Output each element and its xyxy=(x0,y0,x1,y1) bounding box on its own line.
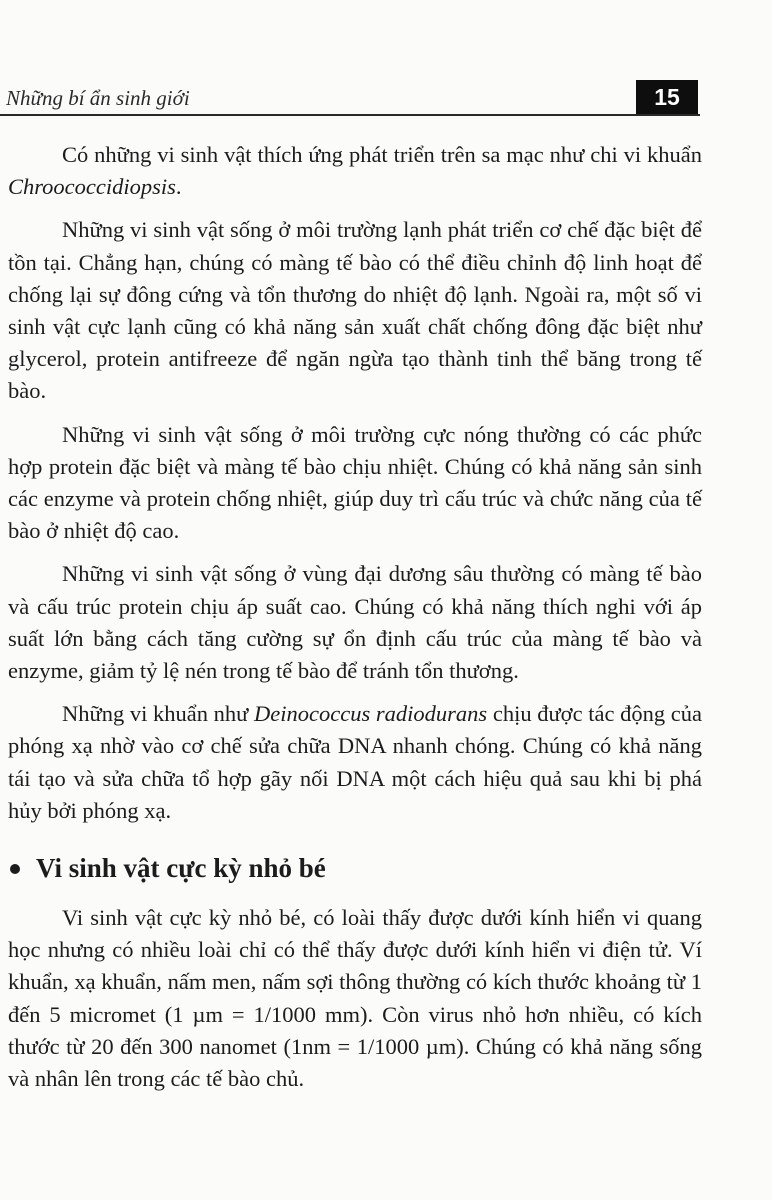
paragraph-size: Vi sinh vật cực kỳ nhỏ bé, có loài thấy được dưới kính hiển vi quang học nhưng có nhiều loài chỉ có thể thấy được dưới kính hiển vi điện tử. Ví khuẩn, xạ khuẩn, nấm men, nấm sợi thông thường có kích thước khoảng từ 1 đến 5 micromet (1 µm = 1/1000 mm). Còn virus nhỏ hơn nhiều, có kích thước từ 20 đến 300 nanomet (1nm = 1/1000 µm). Chúng có khả năng sống và nhân lên trong các tế bào chủ. xyxy=(8,905,702,1092)
species-name: Deinococcus radiodurans xyxy=(254,701,488,727)
paragraph-text: . xyxy=(175,174,182,200)
paragraph-hot: Những vi sinh vật sống ở môi trường cực nóng thường có các phức hợp protein đặc biệt và màng tế bào chịu nhiệt. Chúng có khả năng sản sinh các enzyme và protein chống nhiệt, giúp duy trì cấu trúc và chức năng của tế bào ở nhiệt độ cao. xyxy=(8,421,702,544)
paragraph-text: Có những vi sinh vật thích ứng phát triển trên sa mạc như chi vi khuẩn xyxy=(62,142,702,167)
paragraph-text: chịu được tác động của phóng xạ nhờ vào cơ chế sửa chữa DNA nhanh chóng. Chúng có khả năng tái tạo và sửa chữa tổ hợp gãy nối DNA một cách hiệu quả sau khi bị phá hủy bởi phóng xạ. xyxy=(8,701,702,823)
header-rule xyxy=(0,114,700,116)
page-number: 15 xyxy=(636,80,698,114)
section-heading-text: Vi sinh vật cực kỳ nhỏ bé xyxy=(36,853,326,884)
page-body xyxy=(0,139,702,1106)
bullet-icon xyxy=(10,864,20,874)
section-heading xyxy=(8,853,702,884)
page-header xyxy=(0,76,700,120)
species-name: Chroococcidiopsis xyxy=(8,174,176,200)
paragraph-radiation xyxy=(8,698,702,827)
running-title: Những bí ẩn sinh giới xyxy=(6,86,190,110)
paragraph-cold: Những vi sinh vật sống ở môi trường lạnh phát triển cơ chế đặc biệt để tồn tại. Chẳng hạn, chúng có màng tế bào có thể điều chỉnh độ linh hoạt để chống lại sự đông cứng và tổn thương do nhiệt độ lạnh. Ngoài ra, một số vi sinh vật cực lạnh cũng có khả năng sản xuất chất chống đông đặc biệt như glycerol, protein antifreeze để ngăn ngừa tạo thành tinh thể băng trong tế bào. xyxy=(8,217,702,404)
paragraph-deep-ocean: Những vi sinh vật sống ở vùng đại dương sâu thường có màng tế bào và cấu trúc protein chịu áp suất cao. Chúng có khả năng thích nghi với áp suất lớn bằng cách tăng cường sự ổn định cấu trúc của màng tế bào và enzyme, giảm tỷ lệ nén trong tế bào để tránh tổn thương. xyxy=(8,561,702,684)
paragraph-text: Những vi khuẩn như xyxy=(62,701,255,727)
paragraph-desert xyxy=(8,139,702,203)
